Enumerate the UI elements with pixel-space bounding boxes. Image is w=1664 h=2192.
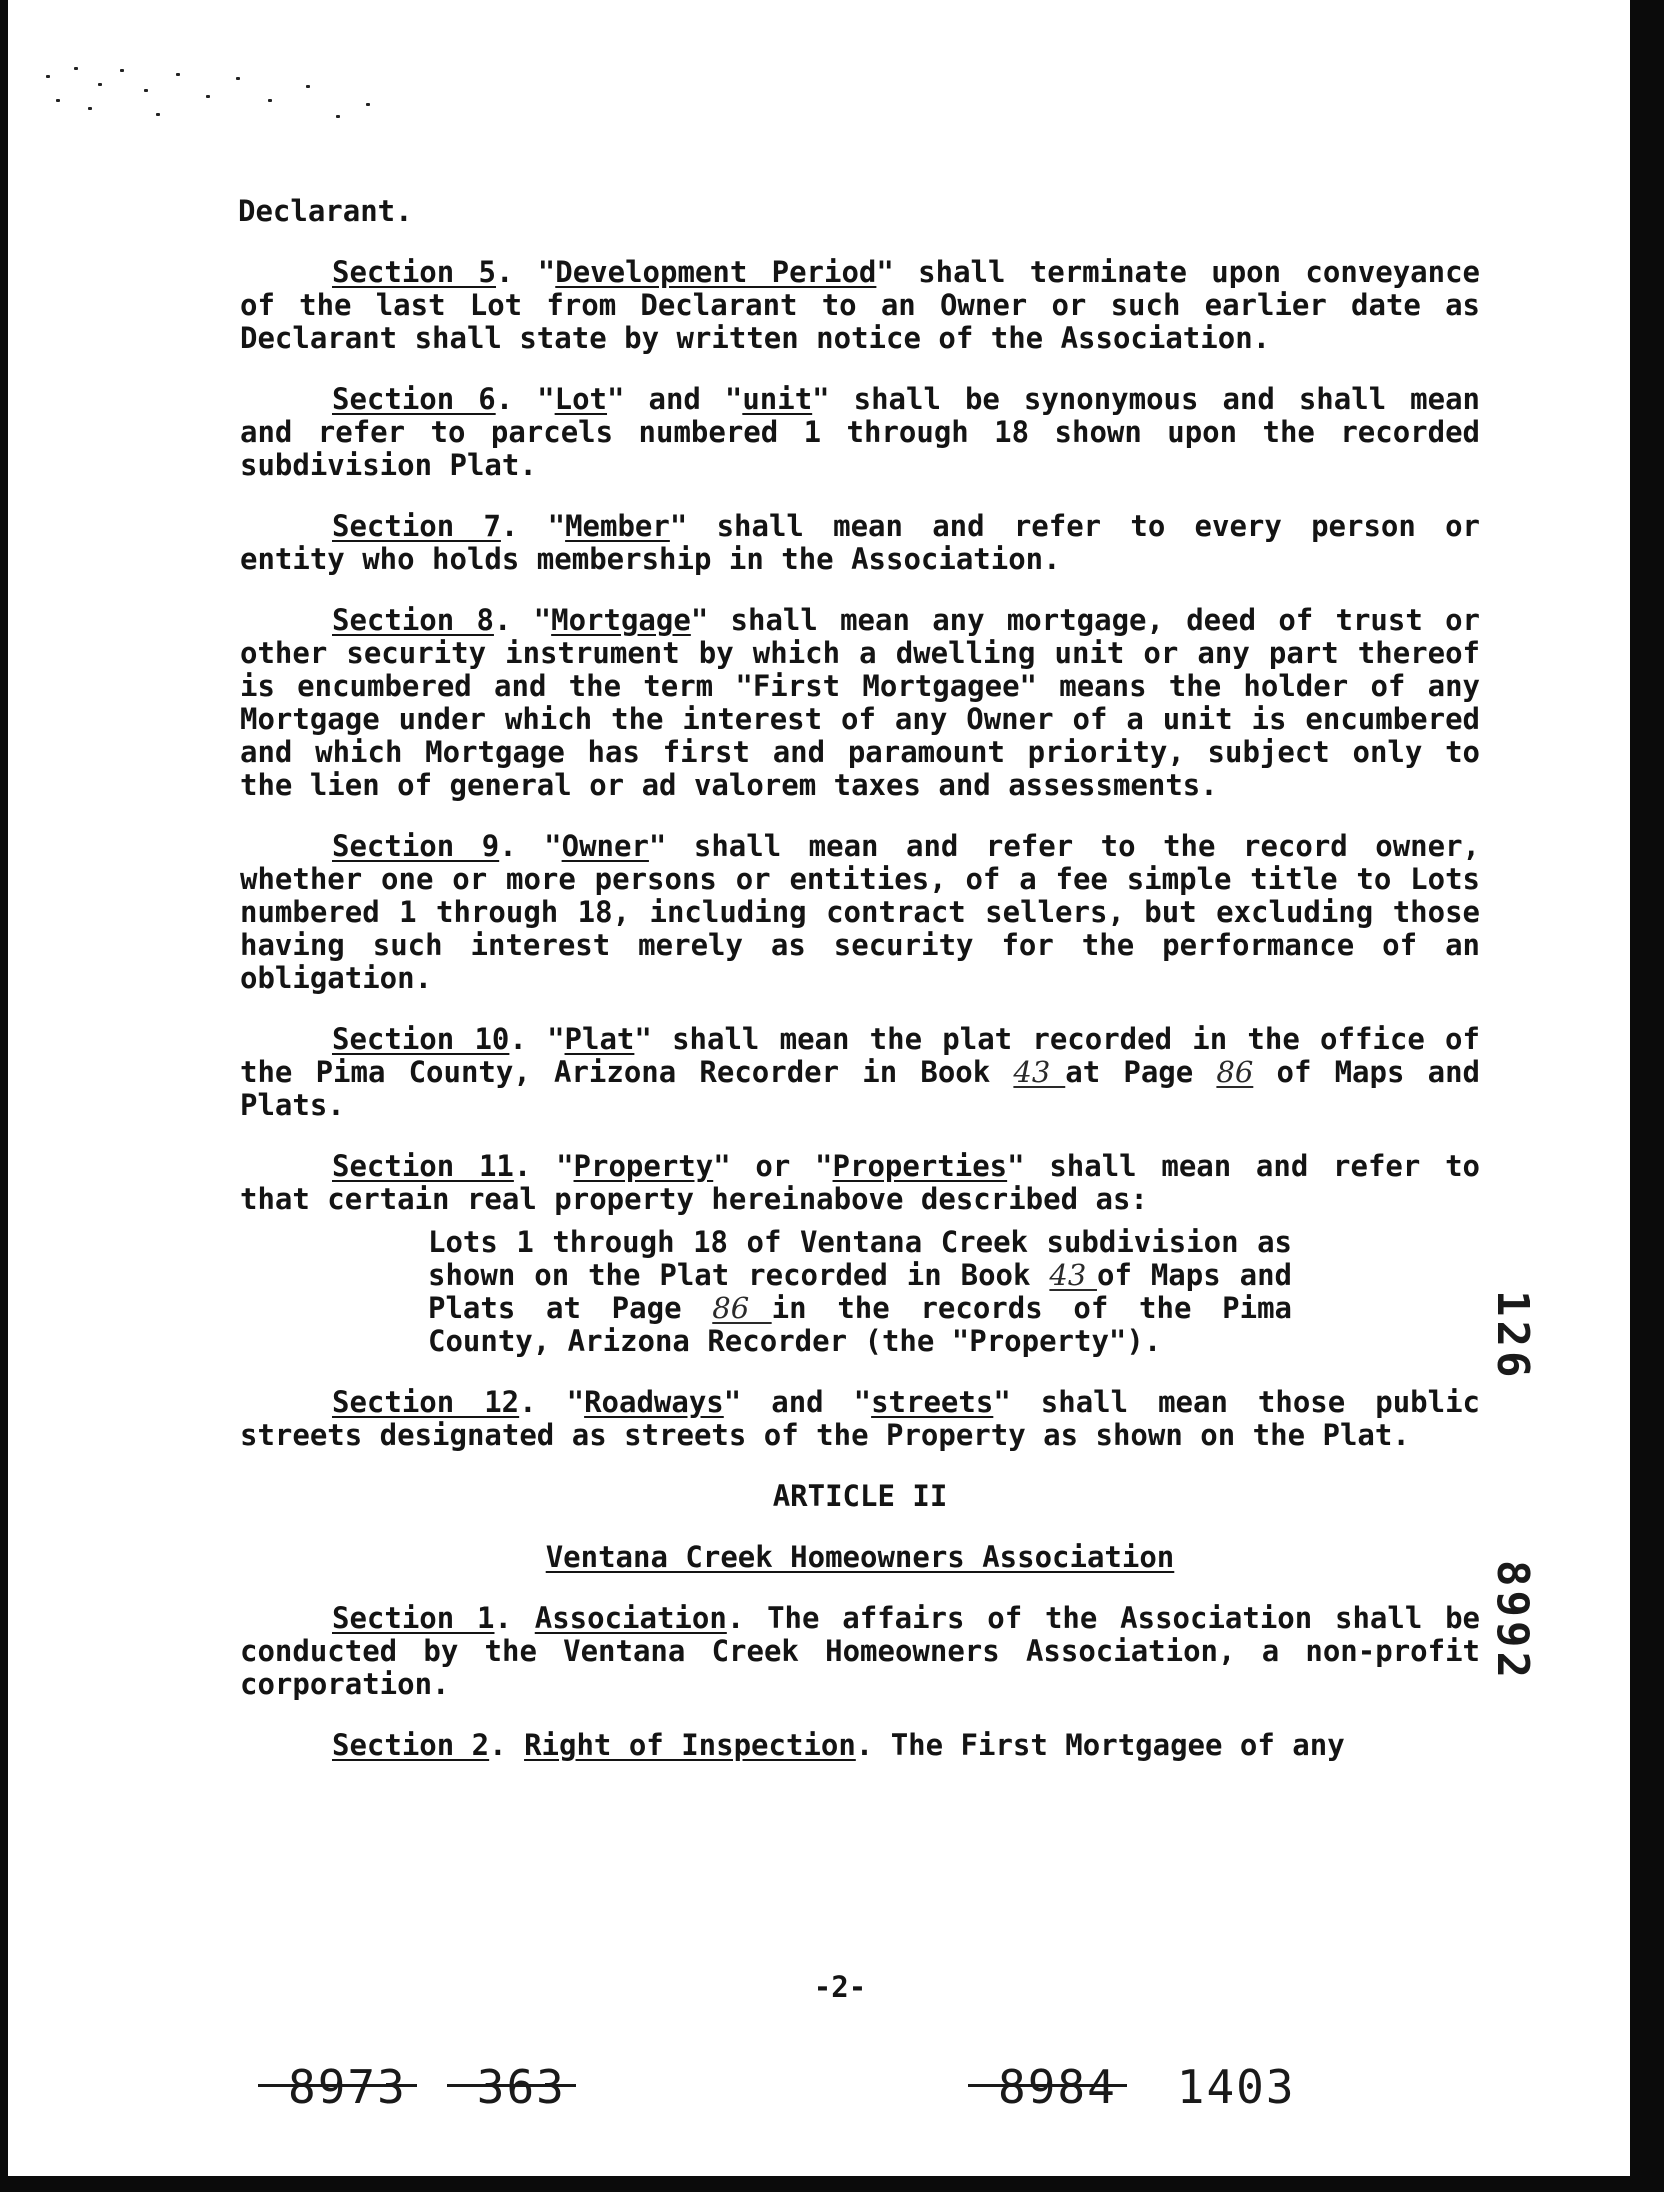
handwritten-book-number-2: 43 — [1049, 1258, 1097, 1292]
article-2-section-1: Section 1. Association. The affairs of the Association shall be conducted by the Ventana Creek Homeowners Association, a non-profit corporation. — [240, 1601, 1481, 1701]
section-8-label: Section 8 — [332, 603, 494, 637]
footer-stamp-left: 8973 363 — [288, 2060, 566, 2114]
scan-specks — [36, 55, 396, 145]
page-number: -2- — [813, 1970, 867, 2004]
section-6-label: Section 6 — [332, 382, 496, 416]
a2s2-label: Section 2 — [332, 1728, 490, 1762]
handwritten-book-number: 43 — [1013, 1055, 1066, 1089]
handwritten-page-number-2: 86 — [712, 1291, 772, 1325]
section-10: Section 10. "Plat" shall mean the plat recorded in the office of the Pima County, Arizona Recorder in Book 43 at Page 86 of Maps and Plats. — [240, 1022, 1480, 1122]
section-7-label: Section 7 — [332, 509, 501, 543]
article-title: Ventana Creek Homeowners Association — [545, 1540, 1175, 1574]
side-stamp-page: 126 — [1487, 1290, 1538, 1382]
property-description: Lots 1 through 18 of Ventana Creek subdivision as shown on the Plat recorded in Book 43 of Maps and Plats at Page 86 in the records of the Pima County, Arizona Recorder (the "Property"). — [428, 1225, 1292, 1358]
article-2-section-2: Section 2. Right of Inspection. The First Mortgagee of any — [332, 1728, 1345, 1762]
section-11: Section 11. "Property" or "Properties" shall mean and refer to that certain real property hereinabove described as: — [240, 1149, 1480, 1216]
footer-stamp-right: 8984 1403 — [998, 2060, 1296, 2114]
section-5: Section 5. "Development Period" shall terminate upon conveyance of the last Lot from Declarant to an Owner or such earlier date as Declarant shall state by written notice of the Association. — [240, 255, 1480, 355]
section-5-label: Section 5 — [332, 255, 496, 289]
article-heading: ARTICLE II — [772, 1479, 948, 1513]
section-6: Section 6. "Lot" and "unit" shall be synonymous and shall mean and refer to parcels numbered 1 through 18 shown upon the recorded subdivision Plat. — [240, 382, 1480, 482]
document-page — [8, 0, 1630, 2176]
section-10-label: Section 10 — [332, 1022, 510, 1056]
a2s1-label: Section 1 — [332, 1601, 495, 1635]
section-8: Section 8. "Mortgage" shall mean any mortgage, deed of trust or other security instrument by which a dwelling unit or any part thereof is encumbered and the term "First Mortgagee" means the holder of any Mortgage under which the interest of any Owner of a unit is encumbered and which Mortgage has first and paramount priority, subject only to the lien of general or ad valorem taxes and assessments. — [240, 603, 1480, 802]
line-declarant: Declarant. — [238, 194, 413, 228]
section-9-label: Section 9 — [332, 829, 500, 863]
document-body — [240, 195, 1480, 1762]
handwritten-page-number: 86 — [1216, 1055, 1254, 1089]
section-5-term: Development Period — [555, 255, 877, 289]
section-7: Section 7. "Member" shall mean and refer to every person or entity who holds membership in the Association. — [240, 509, 1480, 576]
section-12: Section 12. "Roadways" and "streets" shall mean those public streets designated as streets of the Property as shown on the Plat. — [240, 1385, 1480, 1452]
section-9: Section 9. "Owner" shall mean and refer to the record owner, whether one or more persons or entities, of a fee simple title to Lots numbered 1 through 18, including contract sellers, but excluding those having such interest merely as security for the performance of an obligation. — [240, 829, 1480, 995]
side-stamp-docket: 8992 — [1487, 1560, 1538, 1682]
section-11-label: Section 11 — [332, 1149, 514, 1183]
section-12-label: Section 12 — [332, 1385, 520, 1419]
